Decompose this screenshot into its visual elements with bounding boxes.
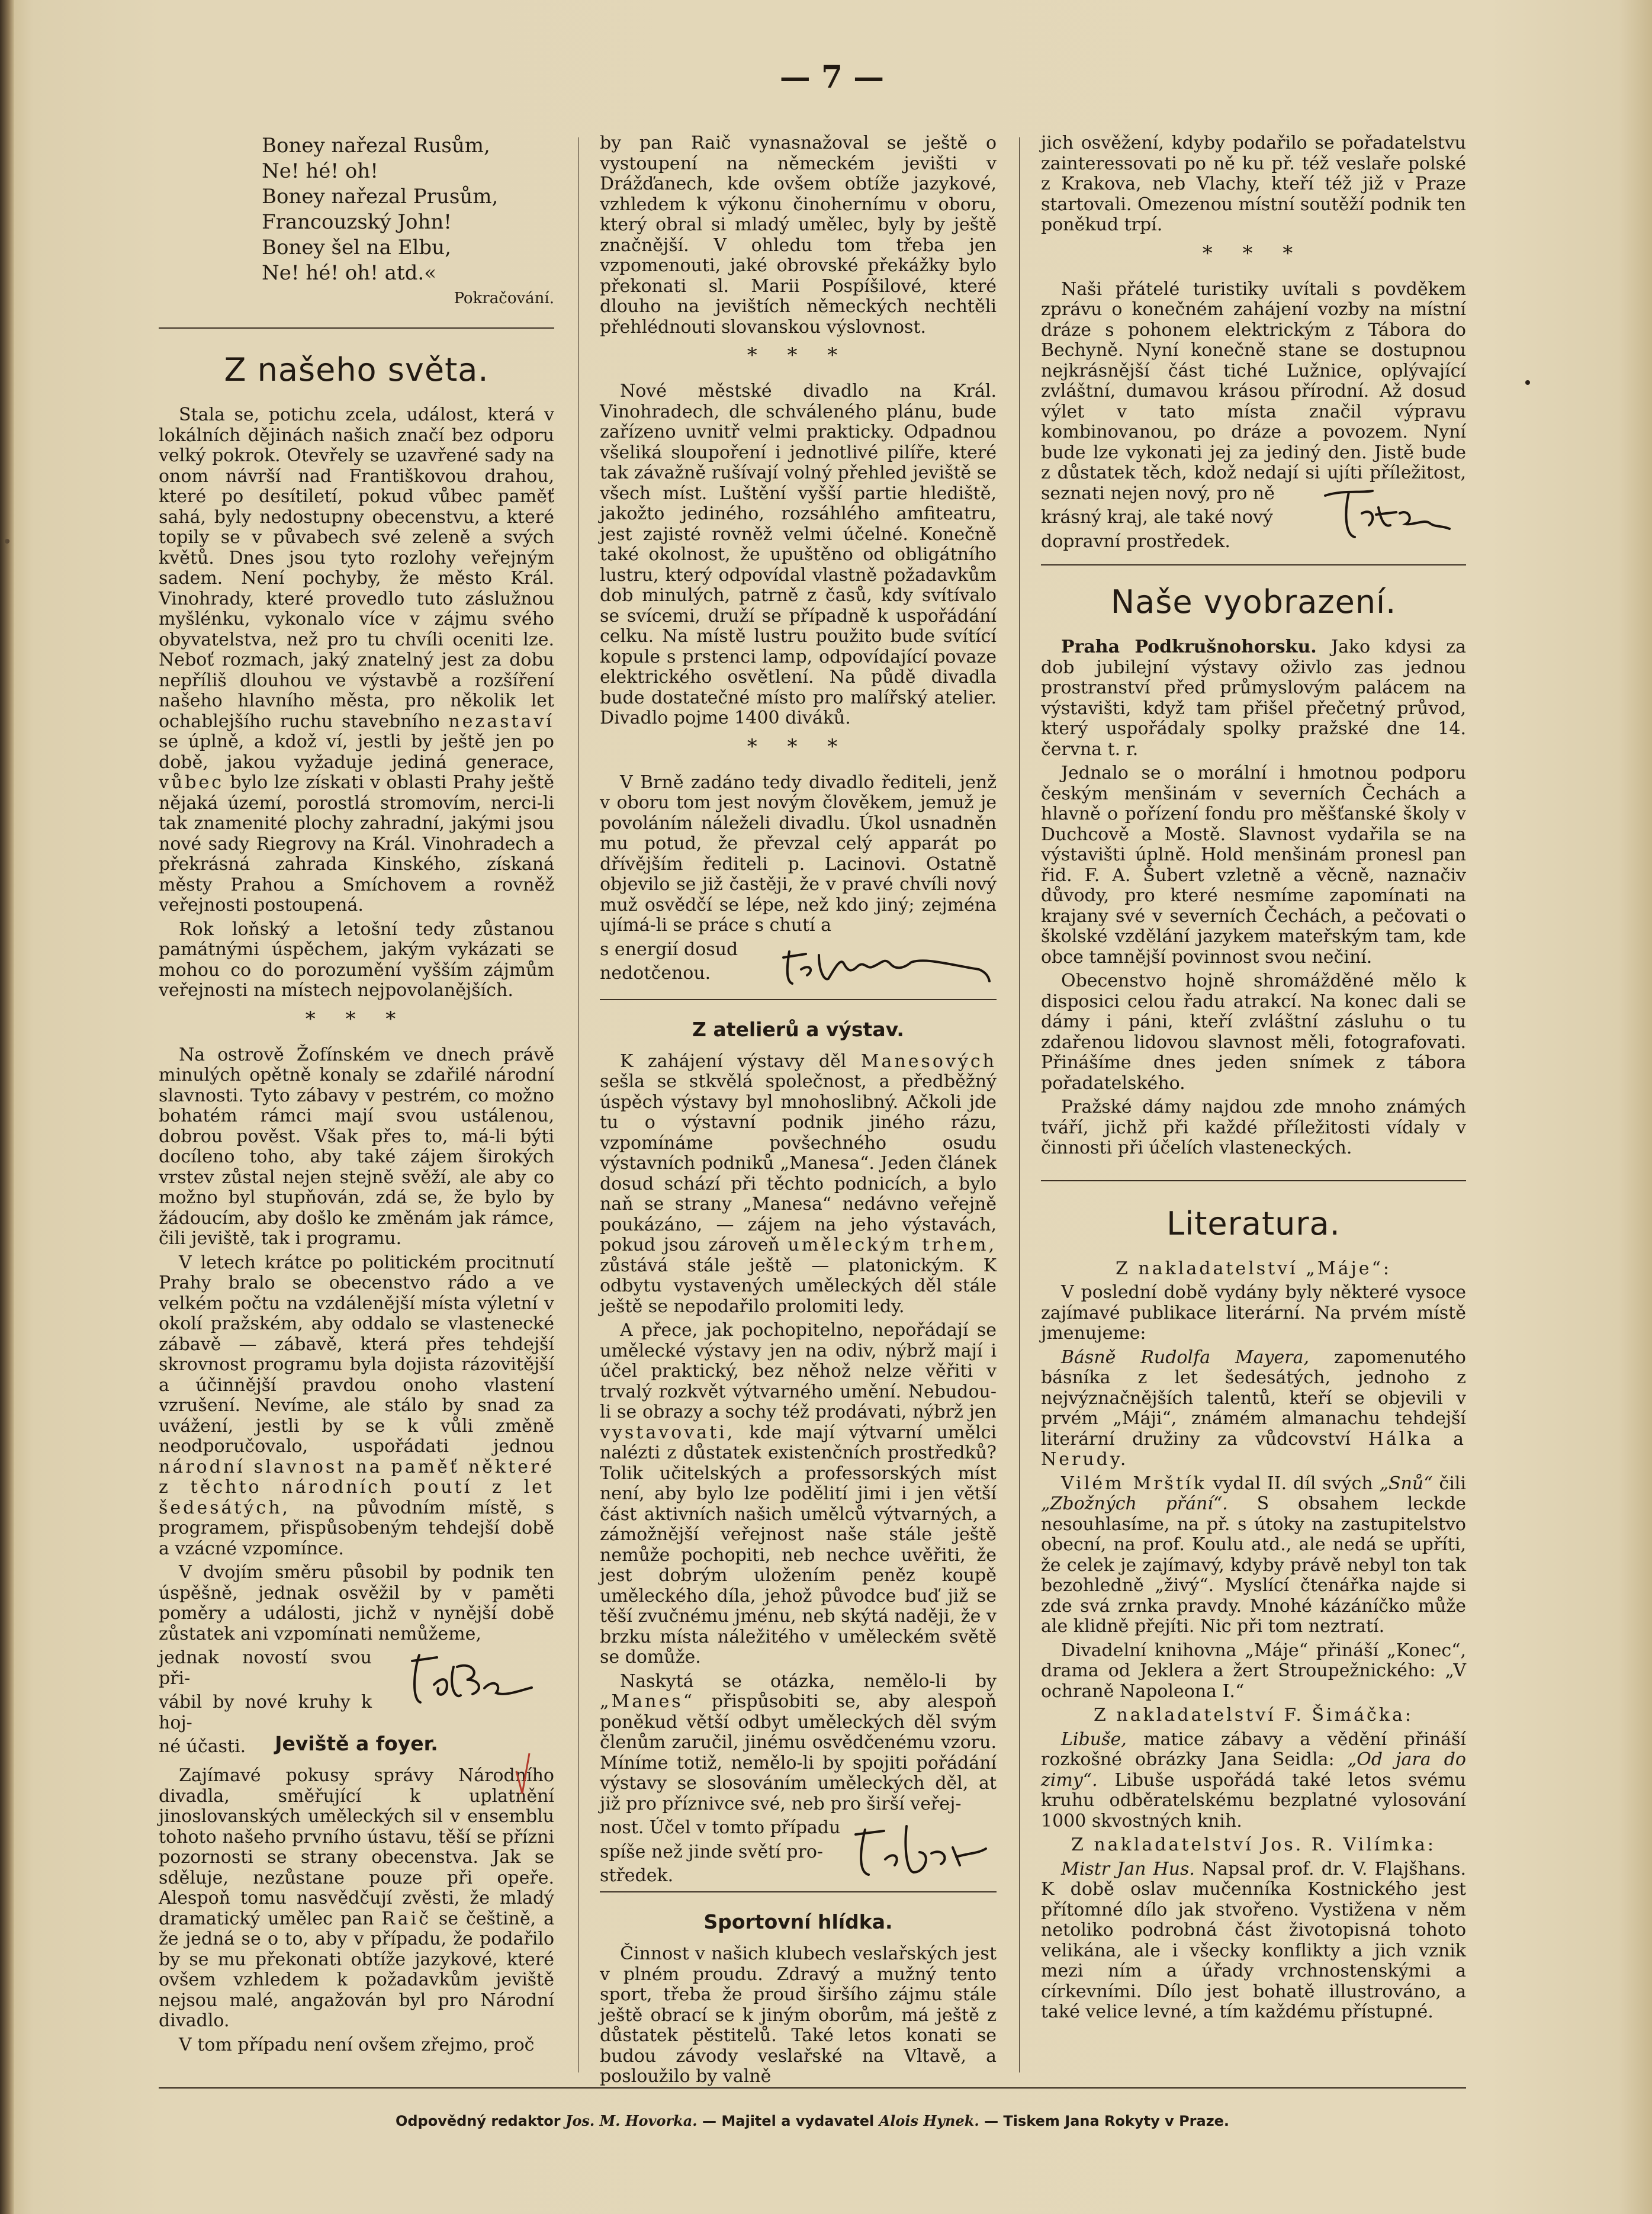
- publisher-heading: Z nakladatelství „Máje“:: [1116, 1258, 1391, 1279]
- publisher-heading: Z nakladatelství F. Šimáčka:: [1094, 1705, 1413, 1725]
- section-title: Naše vyobrazení.: [1110, 583, 1397, 621]
- column-1: [159, 133, 554, 2059]
- column-2: [600, 133, 997, 2091]
- footer-rule: [159, 2087, 1466, 2089]
- paragraph: Na ostrově Žofínském ve dnech právě minulých opětně konaly se zdařilé národní slavnosti. Tyto zábavy v pestrém, co možno bohatém rámci mají svou ustálenou, dobrou pověst. Však přes to, má-li býti docíleno toho, aby také zájem širokých vrstev zůstal nejen stejně svěží, ale aby co možno byl stupňován, zdá se, že bylo by žádoucím, aby došlo ke změnám jak rámce, čili jeviště, tak i programu.: [159, 1044, 554, 1249]
- column-3: [1041, 133, 1466, 2026]
- section-title: Jeviště a foyer.: [275, 1732, 438, 1755]
- paragraph: Nové městské divadlo na Král. Vinohradech, dle schváleného plánu, bude zařízeno uvnitř velmi prakticky. Odpadnou všeliká sloupoření i jednotlivé pilíře, které tak závažně rušívají volný přehled jeviště se všech míst. Luštění vyšší partie hlediště, jakožto jediného, rozsáhlého amfiteatru, jest zajisté rovněž velmi účelné. Konečně také okolnost, že upuštěno od obligátního lustru, který odpovídal vlastně požadavkům dob minulých, patrně z časů, kdy svítívalo se svícemi, druží se případně k uspořádání celku. Na místě lustru použito bude svítící kopule s prstenci lamp, odpovídající povaze elektrického osvětlení. Na půdě divadla bude dostatečné místo pro malířský atelier. Divadlo pojme 1400 diváků.: [600, 381, 997, 728]
- section-rule: [1041, 1180, 1466, 1181]
- ink-speck: [1525, 380, 1530, 385]
- signature-block: [600, 940, 997, 986]
- paragraph-line: jednak novostí svou při-: [159, 1647, 372, 1689]
- section-rule: [159, 327, 554, 329]
- column-rule: [1019, 137, 1020, 2072]
- author-signature: [1307, 478, 1461, 549]
- author-signature: [849, 1818, 991, 1883]
- section-rule: [600, 999, 997, 1000]
- section-title: Z našeho světa.: [224, 351, 489, 388]
- paragraph-line: né účasti.: [159, 1736, 246, 1757]
- imprint: Odpovědný redaktor Jos. M. Hovorka. — Majitel a vydavatel Alois Hynek. — Tiskem Jana Rokyty v Praze.: [395, 2112, 1230, 2129]
- section-title: Z atelierů a výstav.: [692, 1017, 904, 1041]
- paragraph: Zajímavé pokusy správy Národního divadla, směřující k uplatnění jinoslovanských uměleckých sil v ensemblu tohoto našeho prvního ústavu, těší se přízni pozornosti se strany obecenstva. Jak se sděluje, nezůstane pouze při opeře. Alespoň tomu nasvědčují zvěsti, že mladý dramatický umělec pan Raič se češtině, a že jedná se o to, aby v případu, že podařilo by se mu překonati obtíže jazykové, které ovšem vzhledem k požadavkům jeviště nejsou malé, angažován byl pro Národní divadlo.: [159, 1765, 555, 2031]
- paragraph-line: spíše než jinde světí pro-: [600, 1841, 824, 1862]
- paragraph: Praha Podkrušnohorsku. Jako kdysi za dob jubilejní výstavy oživlo zas jednou prostranství před průmyslovým palácem na výstavišti, když tam přišel přečetný průvod, který uspořádaly spolky pražské dne 14. června t. r.: [1041, 637, 1466, 760]
- page-number: — 7 —: [779, 59, 885, 95]
- paragraph: Libuše, matice zábavy a vědění přináší rozkošné obrázky Jana Seidla: „Od jara do zimy“. Libuše uspořádá také letos svému kruhu odběratelskému bezplatné vylosování 1000 skvostných knih.: [1041, 1728, 1466, 1831]
- paragraph: Divadelní knihovna „Máje“ přináší „Konec“, drama od Jeklera a žert Stroupežnického: „V ochraně Napoleona I.“: [1041, 1640, 1466, 1702]
- author-signature: [407, 1643, 538, 1714]
- paragraph-line: vábil by nové kruhy k hoj-: [159, 1692, 372, 1733]
- poem-line: Boney nařezal Prusům,: [262, 185, 499, 208]
- paragraph-line: středek.: [600, 1865, 674, 1886]
- signature-block: [1041, 507, 1466, 554]
- paragraph: Činnost v našich klubech veslařských jest v plném proudu. Zdravý a mužný tento sport, třeba že proud širšího zájmu stále ještě obrací se k jiným oborům, má ještě z důstatek pěstitelů. Také letos konati se budou závody veslařské na Vltavě, a posloužilo by valně: [600, 1943, 997, 2087]
- section-rule: [600, 1891, 997, 1892]
- paragraph: jich osvěžení, kdyby podařilo se pořadatelstvu zainteressovati po ně ku př. též veslaře polské z Krakova, neb Vlachy, kteří též již v Praze startovali. Omezenou místní soutěží podnik ten poněkud trpí.: [1041, 133, 1466, 235]
- publisher-heading: Z nakladatelství Jos. R. Vilímka:: [1071, 1834, 1436, 1855]
- poem-line: Francouzský John!: [262, 210, 452, 234]
- paragraph: Básně Rudolfa Mayera, zapomenutého básníka z let šedesátých, jednoho z nejvýznačnějších talentů, kteří se objevili v prvém „Máji“, známém almanachu tehdejší literární družiny za vůdcovství Hálka a Nerudy.: [1041, 1347, 1466, 1470]
- paragraph-line: dopravní prostředek.: [1041, 531, 1230, 552]
- paragraph: Rok loňský a letošní tedy zůstanou památnými úspěchem, jakým vykázati se mohou co do porozumění vyšším zájmům veřejnosti na místech nejpovolanějších.: [159, 918, 554, 1001]
- paragraph: Naskytá se otázka, nemělo-li by „Manes“ přispůsobiti se, aby alespoň poněkud větší odbyt uměleckých děl svým členům zaručil, jinému osvědčenému vzoru. Míníme totiž, nemělo-li by spojiti pořádání výstavy se slosováním uměleckých děl, at již pro příznivce své, neb pro širší veřej-: [600, 1670, 997, 1814]
- page-edge-shadow: [0, 0, 14, 2214]
- paragraph: Mistr Jan Hus. Napsal prof. dr. V. Flajšhans. K době oslav mučenníka Kostnického jest přítomné dílo jak stvořeno. Vystižena v něm netoliko podrobná část životopisná tohoto velikána, ale i všecky konflikty a jich vznik mezi ním a úřady vrchnostenskými a církevními. Dílo jest bohatě illustrováno, a také velice levné, a tím každému přístupné.: [1041, 1858, 1466, 2022]
- paragraph: Jednalo se o morální i hmotnou podporu českým menšinám v severních Čechách a hlavně o pořízení fondu pro měšťanské školy v Duchcově a Mostě. Slavnost vydařila se na výstavišti úplně. Hold menšinám pronesl pan řid. F. A. Šubert vzletně a věcně, naznačiv důvody, pro které nesmíme zapomínati na krajany své v severních Čechách, a pečovati o školské vzdělání jazykem mateřským tam, kde obce tamnější povinnost svou nečiní.: [1041, 763, 1466, 968]
- paragraph: V tom případu není ovšem zřejmo, proč: [179, 2034, 535, 2055]
- separator-stars: * * *: [747, 734, 850, 759]
- ink-speck: [5, 539, 9, 544]
- section-rule: [1041, 564, 1466, 565]
- paragraph: by pan Raič vynasnažoval se ještě o vystoupení na německém jevišti v Drážďanech, kde ovšem obtíže jazykové, vzhledem k výkonu činohernímu v oboru, který obral si mladý umělec, byly by ještě značnější. V ohledu tom třeba jen vzpomenouti, jaké obrovské překážky bylo překonati sl. Marii Pospíšilové, které dlouho na jevištích německých nechtěli přehlédnouti slovanskou výslovnost.: [600, 133, 997, 338]
- paragraph: Naši přátelé turistiky uvítali s povděkem zprávu o konečném zahájení vozby na místní dráze s pohonem elektrickým z Tábora do Bechyně. Nyní konečně stane se dostupnou nejkrásnější část tiché Lužnice, oplývající zvláštní, dumavou krásou přírodní. Až dosud výlet v tato místa značil výpravu kombinovanou, po dráze a povozem. Nyní bude lze vykonati jej za jediný den. Jistě bude z důstatek těch, kdož nedají si ujíti příležitost, seznati nejen nový, pro ně: [1041, 278, 1466, 504]
- paragraph-line: krásný kraj, ale také nový: [1041, 507, 1273, 528]
- section-title: Sportovní hlídka.: [703, 1910, 893, 1933]
- paragraph-line: s energií dosud: [600, 939, 738, 960]
- poem: [262, 133, 554, 286]
- paragraph: Vilém Mrštík vydal II. díl svých „Snů“ čili „Zbožných přání“. S obsahem leckde nesouhlasíme, na př. s útoky na zastupitelstvo obecní, na prof. Koulu atd., ale nedá se upříti, že celek je zajímavý, kdyby právě nebyl ton tak bezohledně „živý“. Myslící čtenářka najde si zde svá zrnka pravdy. Mnohé kázáníčko může ale klidně přejíti. Nic při tom neztratí.: [1041, 1473, 1467, 1637]
- poem-line: Ne! hé! oh! atd.«: [262, 261, 436, 285]
- paragraph: V Brně zadáno tedy divadlo řediteli, jenž v oboru tom jest novým člověkem, jemuž je povoláním náleželi divadlu. Úkol usnadněn mu potud, že převzal celý apparát po dřívějším řediteli p. Lacinovi. Ostatně objevilo se již častěji, že v pravé chvíli nový muž osvědčí se lépe, než kdo jiný; zejména ujímá-li se práce s chutí a: [600, 772, 997, 936]
- separator-stars: * * *: [747, 343, 850, 367]
- poem-line: Ne! hé! oh!: [262, 159, 378, 183]
- author-signature: [777, 934, 997, 993]
- separator-stars: * * *: [1202, 241, 1305, 265]
- check-mark-icon: [514, 1750, 532, 1797]
- paragraph: V poslední době vydány byly některé vysoce zajímavé publikace literární. Na prvém místě jmenujeme:: [1041, 1282, 1466, 1344]
- paragraph: K zahájení výstavy děl Manesových sešla se stkvělá společnost, a předběžný úspěch výstavy byl mnohoslibný. Ačkoli jde tu o výstavní podnik jiného rázu, vzpomínáme povšechného osudu výstavních podniků „Manesa“. Jeden článek dosud schází při těchto podnicích, a bylo naň se strany „Manesa“ nedávno veřejně poukázáno, — zájem na jeho výstavách, pokud jsou zároveň uměleckým trhem, zůstává stále ještě — platonickým. K odbytu vystavených uměleckých děl stále ještě se nepodařilo prolomiti ledy.: [600, 1050, 997, 1317]
- poem-line: Boney nařezal Rusům,: [262, 134, 490, 158]
- paragraph-line: nedotčenou.: [600, 963, 711, 984]
- paragraph: Pražské dámy najdou zde mnoho známých tváří, jichž při každé příležitosti vídaly v činnosti při účelích vlasteneckých.: [1041, 1097, 1466, 1158]
- section-title: Literatura.: [1166, 1204, 1341, 1242]
- paragraph-line: nost. Účel v tomto případu: [600, 1817, 841, 1838]
- paragraph: Stala se, potichu zcela, událost, která v lokálních dějinách našich značí bez odporu velký pokrok. Otevřely se uzavřené sady na onom návrší nad Františkovou drahou, které po desítiletí, pokud vůbec paměť sahá, byly nedostupny obecenstvu, a které topily se v půvabech své zeleně a svých květů. Dnes jsou tyto rozlohy veřejným sadem. Není pochyby, že město Král. Vinohrady, které provedlo tuto záslužnou myšlénku, vykonalo více v zájmu svého obyvatelstva, než pro tu chvíli oceniti lze. Neboť rozmach, jaký znatelný jest za dobu nepříliš dlouhou ve výstavbě a rozšíření našeho hlavního města, pro několik let ochablejšího ruchu stavebního nezastaví se úplně, a kdož ví, jestli by ještě jen po době, jakou vyžaduje jediná generace, vůbec bylo lze získati v oblasti Prahy ještě nějaká území, porostlá stromovím, nerci-li tak znamenité plochy zahradní, jakými jsou nové sady Riegrovy na Král. Vinohradech a překrásná zahrada Kinského, získaná městy Prahou a Smíchovem a rovněž veřejnosti postoupená.: [159, 404, 554, 915]
- signature-block: [600, 1818, 997, 1884]
- paragraph: V dvojím směru působil by podnik ten úspěšně, jednak osvěžil by v paměti poměry a události, jichž v nynější době zůstatek ani vzpomínati nemůžeme,: [159, 1562, 554, 1644]
- separator-stars: * * *: [305, 1007, 408, 1031]
- continued-note: Pokračování.: [454, 290, 554, 307]
- paragraph: A přece, jak pochopitelno, nepořádají se umělecké výstavy jen na odiv, nýbrž mají i účel praktický, bez něhož nelze věřiti v trvalý rozkvět výtvarného umění. Nebudou-li se obrazy a sochy též prodávati, nýbrž jen vystavovati, kde mají výtvarní umělci nalézti z důstatek existenčních prostředků? Tolik učitelských a professorských míst není, aby bylo lze podělití jimi i jen větší část aktivních našich umělců výtvarných, a zámožnější veřejnost naše stále ještě nemůže pochopiti, neb nechce uvěřiti, že jest dobrým uložením peněz koupě uměleckého díla, jehož původce buď již se těší zvučnému jménu, neb skýtá naději, že v brzku místa náležitého v uměleckém světě se domůže.: [600, 1320, 997, 1667]
- paragraph: Obecenstvo hojně shromážděné mělo k disposici celou řadu atrakcí. Na konec dali se dámy i páni, kteří zvláštní zásluhu o tu zdařenou lidovou slavnost měli, fotografovati. Přinášíme dnes jeden snímek z tábora pořadatelského.: [1041, 971, 1466, 1094]
- paragraph: V letech krátce po politickém procitnutí Prahy bralo se obecenstvo rádo a ve velkém počtu na vzdálenější místa výletní v okolí pražském, aby oddalo se vlastenecké zábavě — zábavě, která přes tehdejší skrovnost programu byla dojista rázovitější a účinnější pravdou onoho vlastení vzrušení. Nevíme, ale stálo by snad za uvážení, jestli by se k vůli změně neodporučovalo, uspořádati jednou národní slavnost na paměť některé z těchto národních poutí z let šedesátých, na původním místě, s programem, přispůsobeným tehdejší době a vzácné vzpomínce.: [159, 1252, 554, 1559]
- poem-line: Boney šel na Elbu,: [262, 236, 451, 259]
